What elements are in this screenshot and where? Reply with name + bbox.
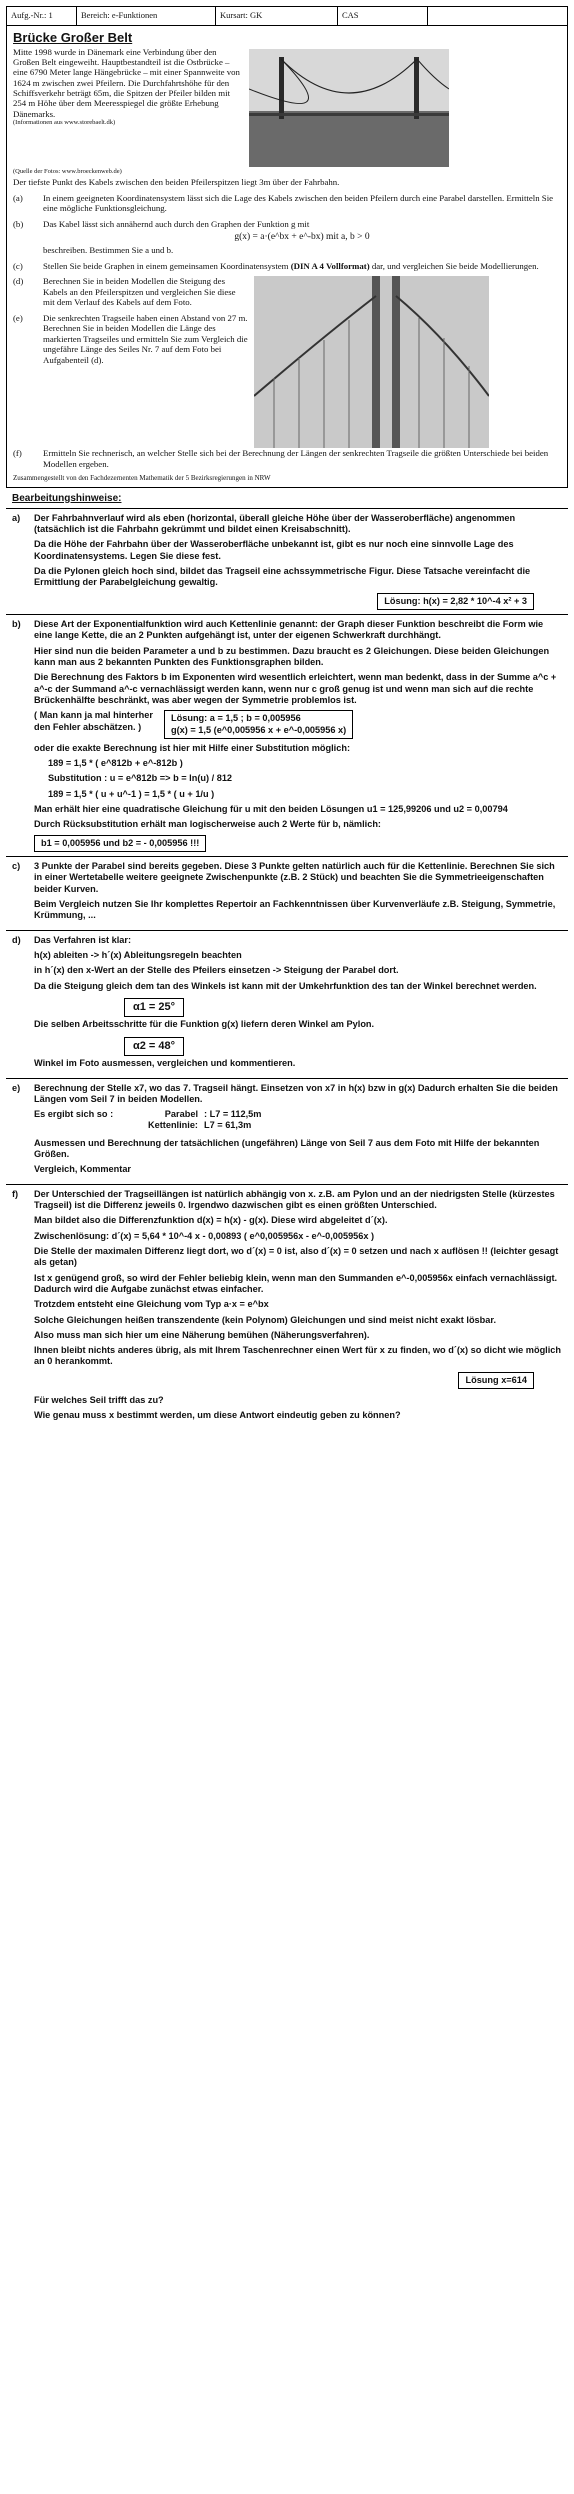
task-c [13, 261, 561, 272]
hint-text: Da die Höhe der Fahrbahn über der Wasseroberfläche unbekannt ist, gibt es nur noch eine sinnvolle Lage des Koordinatensystems. Legen Sie diese fest. [34, 539, 514, 561]
task-d [13, 276, 248, 308]
task-sheet [6, 26, 568, 488]
task-label: (a) [13, 192, 23, 203]
header-table [6, 6, 568, 26]
hint-text: Da die Steigung gleich dem tan des Winkels ist kann mit der Umkehrfunktion des tan der Winkel berechnet werden. [34, 980, 537, 991]
hint-text: Man erhält hier eine quadratische Gleichung für u mit den beiden Lösungen u1 = 125,99206 und u2 = 0,00794 [34, 804, 508, 815]
rope-length-results [34, 1109, 564, 1132]
length-parabola: : L7 = 112,5m [204, 1109, 262, 1120]
hint-label: f) [12, 1188, 19, 1199]
hint-question: Wie genau muss x bestimmt werden, um diese Antwort eindeutig geben zu können? [34, 1410, 401, 1421]
task-text: Stellen Sie beide Graphen in einem gemeinsamen Koordinatensystem [43, 260, 289, 271]
bridge-photo-overview [249, 49, 449, 167]
angle-alpha2: α2 = 48° [124, 1037, 184, 1057]
hint-e [6, 1078, 568, 1184]
task-number: Aufg.-Nr.: 1 [7, 7, 77, 25]
hints-section [6, 493, 568, 1430]
sheet-title: Brücke Großer Belt [13, 30, 133, 45]
hint-text: Zwischenlösung: d´(x) = 5,64 * 10^-4 x - 0,00893 ( e^0,005956x - e^-0,005956x ) [34, 1230, 375, 1241]
hint-c [6, 856, 568, 930]
hint-label: e) [12, 1082, 21, 1093]
lead-sentence: Der tiefste Punkt des Kabels zwischen den beiden Pfeilerspitzen liegt 3m über der Fahrbahn. [13, 177, 340, 188]
hint-text: Hier sind nun die beiden Parameter a und b zu bestimmen. Dazu braucht es 2 Gleichungen. Diese beiden Gleichungen kann man aus 2 bekannten Punkten des Funktionsgraphen bilden. [34, 645, 550, 667]
compiled-by-note: Zusammengestellt von den Fachdezernenten Mathematik der 5 Bezirksregierungen in NRW [13, 474, 271, 483]
photo-credit: (Quelle der Fotos: www.broeckenweb.de) [13, 167, 122, 175]
hint-text: Die Berechnung des Faktors b im Exponenten wird wesentlich erleichtert, wenn man bedenkt, dass in der Summe a^c + a^-c der Summand a^-c vernachlässigt werden kann, wenn nur c groß genug ist und wenn man sich auf die rechte Brückenhälfte beschränkt, was aber wegen der Symmetrie problemlos ist. [34, 672, 557, 705]
angle-alpha1: α1 = 25° [124, 998, 184, 1018]
hint-text: Beim Vergleich nutzen Sie Ihr komplettes Repertoir an Fachkenntnissen über Kurvenverläufe z.B. Steigung, Symmetrie, Krümmung, ... [34, 898, 556, 921]
solution-box: b1 = 0,005956 und b2 = - 0,005956 !!! [34, 835, 206, 852]
header-empty-cell [428, 7, 567, 25]
equation: 189 = 1,5 * ( e^812b + e^-812b ) [48, 758, 183, 769]
hint-text: Das Verfahren ist klar: [34, 934, 132, 945]
course-type: Kursart: GK [216, 7, 338, 25]
task-text-after: dar, und vergleichen Sie beide Modellierungen. [371, 260, 539, 271]
hint-text: Ihnen bleibt nichts anderes übrig, als mit Ihrem Taschenrechner einen Wert für x zu finden, wo d´(x) so dicht wie möglich an 0 herankommt. [34, 1345, 562, 1367]
task-text: Die senkrechten Tragseile haben einen Abstand von 27 m. Berechnen Sie in beiden Modellen die Länge des markierten Tragseiles und ermitteln Sie zum Vergleich die ungefähre Länge des Seiles Nr. 7 auf dem Foto bei Aufgabenteil (d). [43, 312, 248, 365]
pylon-closeup-graphic [254, 276, 489, 448]
task-text-after: beschreiben. Bestimmen Sie a und b. [43, 244, 174, 255]
task-e [13, 313, 248, 366]
task-label: (b) [13, 219, 24, 230]
intro-paragraph: Mitte 1998 wurde in Dänemark eine Verbindung über den Großen Belt eingeweiht. Hauptbestandteil ist die Ostbrücke – eine 6790 Meter lange Hängebrücke – mit einer Spannweite von 1624 m zwischen zwei Pfeilern. Die Durchfahrtshöhe für den Schiffsverkehr beträgt 65m, die Spitzen der Pfeiler bilden mit 254 m Höhe über dem Meeresspiegel die größte Erhebung Dänemarks. [13, 46, 240, 119]
hint-text: in h´(x) den x-Wert an der Stelle des Pfeilers einsetzen -> Steigung der Parabel dort. [34, 965, 399, 976]
solution-box: Lösung: h(x) = 2,82 * 10^-4 x² + 3 [377, 593, 534, 610]
hint-f [6, 1184, 568, 1430]
hint-text: Der Fahrbahnverlauf wird als eben (horizontal, überall gleiche Höhe über der Wasseroberfläche) angenommen (tatsächlich ist die Fahrbahn gekrümmt und bildet einen Kreisabschnitt). [34, 512, 516, 535]
results-lead: Es ergibt sich so : [34, 1109, 114, 1120]
hint-text: Man bildet also die Differenzfunktion d(x) = h(x) - g(x). Diese wird abgeleitet d´(x). [34, 1215, 388, 1226]
error-estimate-note: ( Man kann ja mal hinterher den Fehler abschätzen. ) [34, 710, 153, 732]
hint-text: Berechnung der Stelle x7, wo das 7. Tragseil hängt. Einsetzen von x7 in h(x) bzw in g(x) Dadurch erhalten Sie die beiden Längen vom Seil 7 in beiden Modellen. [34, 1082, 558, 1104]
hint-label: c) [12, 861, 21, 872]
bridge-overview-graphic [249, 49, 449, 167]
cas-flag: CAS [338, 7, 428, 25]
hint-text: Die selben Arbeitsschritte für die Funktion g(x) liefern deren Winkel am Pylon. [34, 1019, 375, 1030]
equation: 189 = 1,5 * ( u + u^-1 ) = 1,5 * ( u + 1/u ) [48, 788, 215, 799]
task-a [13, 193, 561, 214]
hint-text: Solche Gleichungen heißen transzendente (kein Polynom) Gleichungen und sind meist nicht exakt lösbar. [34, 1314, 497, 1325]
hint-label: b) [12, 619, 21, 630]
solution-g: g(x) = 1,5 (e^0,005956 x + e^-0,005956 x) [171, 724, 347, 735]
hint-d [6, 930, 568, 1078]
hint-text: Ist x genügend groß, so wird der Fehler beliebig klein, wenn man den Summanden e^-0,005956x einfach vernachlässigt. Dadurch wird die Aufgabe zunächst etwas einfacher. [34, 1272, 558, 1294]
bridge-photo-pylon [254, 276, 489, 448]
task-text: In einem geeigneten Koordinatensystem lässt sich die Lage des Kabels zwischen den beiden Pfeilern durch eine Parabel darstellen. Ermitteln Sie eine mögliche Funktionsgleichung. [43, 192, 554, 214]
model-parabola: Parabel [164, 1109, 198, 1120]
catenary-formula: g(x) = a·(e^bx + e^-bx) mit a, b > 0 [234, 231, 370, 242]
task-text: Berechnen Sie in beiden Modellen die Steigung des Kabels an den Pfeilerspitzen und vergleichen Sie diese mit dem Verlauf des Kabels auf dem Foto. [43, 276, 236, 308]
hint-text: 3 Punkte der Parabel sind bereits gegeben. Diese 3 Punkte gelten natürlich auch für die Kettenlinie. Berechnen Sie sich in einer Wertetabelle weitere geeignete Zwischenpunkte (z.B. 2 Stück) und beachten Sie die Symmetrieeigenschaften beider Kurven. [34, 861, 555, 894]
task-text: Ermitteln Sie rechnerisch, an welcher Stelle sich bei der Berechnung der Längen der senkrechten Tragseile die größten Unterschiede bei beiden Modellen ergeben. [43, 448, 549, 469]
task-f [13, 448, 561, 469]
hint-label: a) [12, 512, 21, 523]
hints-title: Bearbeitungshinweise: [12, 492, 122, 504]
hint-text: Vergleich, Kommentar [34, 1164, 132, 1175]
hint-text: Trotzdem entsteht eine Gleichung vom Typ a·x = e^bx [34, 1299, 269, 1310]
substitution: Substitution : u = e^812b => b = ln(u) / 812 [48, 773, 233, 784]
task-label: (d) [13, 276, 24, 287]
solution-box [164, 710, 353, 739]
tasks-with-photo [13, 276, 561, 448]
hint-text: Ausmessen und Berechnung der tatsächlichen (ungefähren) Länge von Seil 7 aus dem Foto mit Hilfe der bekannten Größen. [34, 1137, 540, 1160]
solution-ab: Lösung: a = 1,5 ; b = 0,005956 [171, 713, 301, 724]
hint-b [6, 614, 568, 856]
task-text: Das Kabel lässt sich annähernd auch durch den Graphen der Funktion g mit [43, 219, 310, 230]
task-label: (f) [13, 448, 22, 459]
format-note: (DIN A 4 Vollformat) [290, 260, 370, 271]
task-b [13, 219, 561, 255]
hint-question: Für welches Seil trifft das zu? [34, 1395, 164, 1406]
hint-text: Da die Pylonen gleich hoch sind, bildet das Tragseil eine achssymmetrische Figur. Diese Tatsache vereinfacht die Ermittlung der Parabelgleichung gewaltig. [34, 566, 531, 588]
hint-text: Die Stelle der maximalen Differenz liegt dort, wo d´(x) = 0 ist, also d´(x) = 0 setzen und nach x auflösen !! (leichter gesagt als getan) [34, 1245, 559, 1268]
hint-a [6, 508, 568, 614]
hint-label: d) [12, 934, 21, 945]
hint-text: h(x) ableiten -> h´(x) Ableitungsregeln beachten [34, 949, 242, 960]
hint-text: Diese Art der Exponentialfunktion wird auch Kettenlinie genannt: der Graph dieser Funktion beschreibt die Form wie eine lange Kette, die an 2 Punkten aufgehängt ist, unter der eigenen Schwerkraft durchhängt. [34, 619, 544, 641]
hint-text: Durch Rücksubstitution erhält man logischerweise auch 2 Werte für b, nämlich: [34, 819, 381, 830]
topic-area: Bereich: e-Funktionen [77, 7, 216, 25]
intro-row [13, 47, 561, 167]
hint-text: Der Unterschied der Tragseillängen ist natürlich abhängig von x. z.B. am Pylon und an der niedrigsten Stelle (kürzestes Tragseil) ist die Differenz jeweils 0. Irgendwo dazwischen gibt es einen größten Unterschied. [34, 1188, 555, 1210]
hint-text: Also muss man sich hier um eine Näherung bemühen (Näherungsverfahren). [34, 1329, 370, 1340]
intro-source-note: (Informationen aus www.storebaelt.dk) [13, 119, 116, 127]
length-catenary: L7 = 61,3m [204, 1120, 252, 1131]
hint-text: Winkel im Foto ausmessen, vergleichen und kommentieren. [34, 1058, 296, 1069]
task-label: (c) [13, 260, 23, 271]
model-catenary: Kettenlinie: [147, 1120, 198, 1131]
task-label: (e) [13, 312, 23, 323]
intro-text [13, 47, 241, 167]
hint-text: oder die exakte Berechnung ist hier mit Hilfe einer Substitution möglich: [34, 742, 350, 753]
solution-box: Lösung x=614 [458, 1372, 534, 1389]
